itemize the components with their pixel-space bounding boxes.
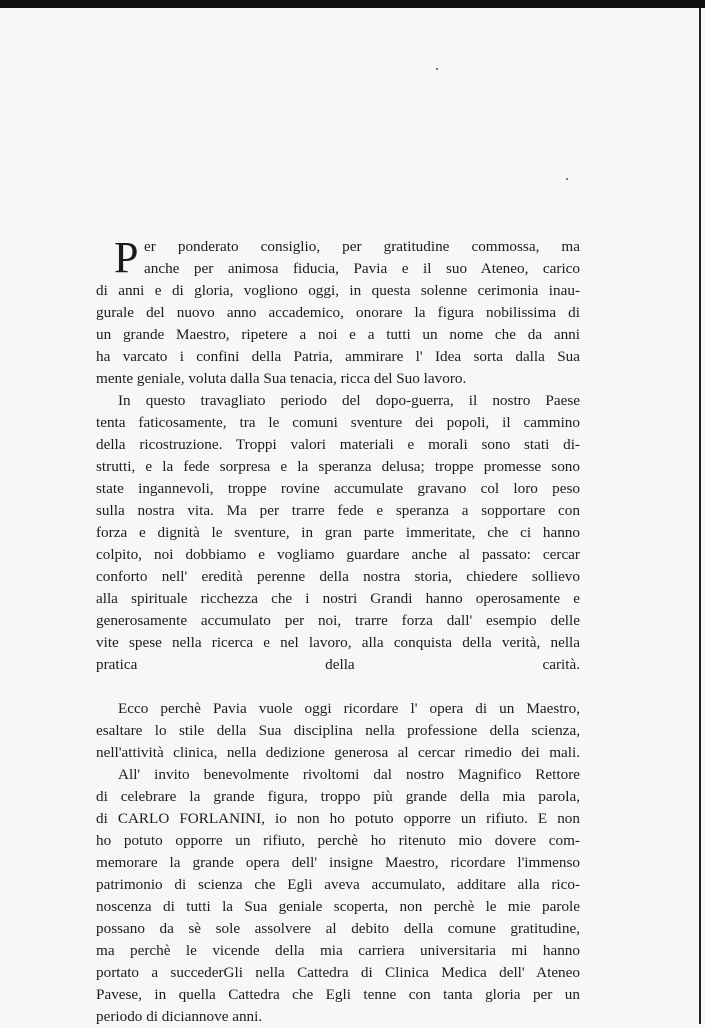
text-line: esaltare lo stile della Sua disciplina nella professione della scienza, — [96, 722, 580, 739]
text-line: forza e dignità le sventure, in gran parte immeritate, che ci hanno — [96, 524, 580, 541]
text-line: della ricostruzione. Troppi valori materiali e morali sono stati di- — [96, 436, 580, 453]
document-body — [96, 233, 580, 1028]
text-line: er ponderato consiglio, per gratitudine commossa, ma — [144, 238, 580, 255]
text-line: anche per animosa fiducia, Pavia e il suo Ateneo, carico — [144, 260, 580, 277]
text-line: colpito, noi dobbiamo e vogliamo guardare anche al passato: cercar — [96, 546, 580, 563]
text-line: gurale del nuovo anno accademico, onorare la figura nobilissima di — [96, 304, 580, 321]
text-line: nell'attività clinica, nella dedizione generosa al cercar rimedio dei mali. — [96, 744, 580, 761]
text-line: ho potuto opporre un rifiuto, perchè ho ritenuto mio dovere com- — [96, 832, 580, 849]
text-line: tenta faticosamente, tra le comuni sventure dei popoli, il cammino — [96, 414, 580, 431]
text-line: ma perchè le vicende della mia carriera universitaria mi hanno — [96, 942, 580, 959]
text-line: Pavese, in quella Cattedra che Egli tenne con tanta gloria per un — [96, 986, 580, 1003]
text-line: state ingannevoli, troppe rovine accumulate gravano col loro peso — [96, 480, 580, 497]
text-line: patrimonio di scienza che Egli aveva accumulato, additare alla rico- — [96, 876, 580, 893]
text-line: All' invito benevolmente rivoltomi dal nostro Magnifico Rettore — [118, 766, 580, 783]
text-line: di celebrare la grande figura, troppo più grande della mia parola, — [96, 788, 580, 805]
text-line: sulla nostra vita. Ma per trarre fede e speranza a sopportare con — [96, 502, 580, 519]
text-line: strutti, e la fede sorpresa e la speranza delusa; troppe promesse sono — [96, 458, 580, 475]
text-line: memorare la grande opera dell' insigne Maestro, ricordare l'immenso — [96, 854, 580, 871]
text-line: In questo travagliato periodo del dopo-guerra, il nostro Paese — [118, 392, 580, 409]
text-line: periodo di diciannove anni. — [96, 1008, 263, 1025]
paper-speck — [566, 178, 568, 180]
scan-top-border — [0, 0, 705, 8]
text-line: di anni e di gloria, vogliono oggi, in questa solenne cerimonia inau- — [96, 282, 580, 299]
text-line: un grande Maestro, ripetere a noi e a tutti un nome che da anni — [96, 326, 580, 343]
text-line: vite spese nella ricerca e nel lavoro, alla conquista della verità, nella — [96, 634, 580, 651]
paragraph-3 — [96, 698, 580, 764]
text-line: portato a succederGli nella Cattedra di Clinica Medica dell' Ateneo — [96, 964, 580, 981]
paragraph-2 — [96, 390, 580, 698]
text-line: possano da sè sole assolvere al debito della comune gratitudine, — [96, 920, 580, 937]
text-line: alla spirituale ricchezza che i nostri Grandi hanno operosamente e — [96, 590, 580, 607]
drop-cap: P — [114, 233, 139, 282]
paper-speck — [436, 68, 438, 70]
text-line: noscenza di tutti la Sua geniale scoperta, non perchè le mie parole — [96, 898, 580, 915]
text-line: ha varcato i confini della Patria, ammirare l' Idea sorta dalla Sua — [96, 348, 580, 365]
text-line: generosamente accumulato per noi, trarre forza dall' esempio delle — [96, 612, 580, 629]
text-line: pratica della carità. — [96, 656, 580, 673]
text-line: Ecco perchè Pavia vuole oggi ricordare l' opera di un Maestro, — [118, 700, 580, 717]
text-line — [96, 676, 580, 698]
paragraph-1 — [96, 233, 580, 390]
text-line: mente geniale, voluta dalla Sua tenacia, ricca del Suo lavoro. — [96, 370, 467, 387]
text-line: di CARLO FORLANINI, io non ho potuto opporre un rifiuto. E non — [96, 810, 580, 827]
scan-right-edge — [699, 8, 701, 1024]
text-line: conforto nell' eredità perenne della nostra storia, chiedere sollievo — [96, 568, 580, 585]
paragraph-4 — [96, 764, 580, 1028]
